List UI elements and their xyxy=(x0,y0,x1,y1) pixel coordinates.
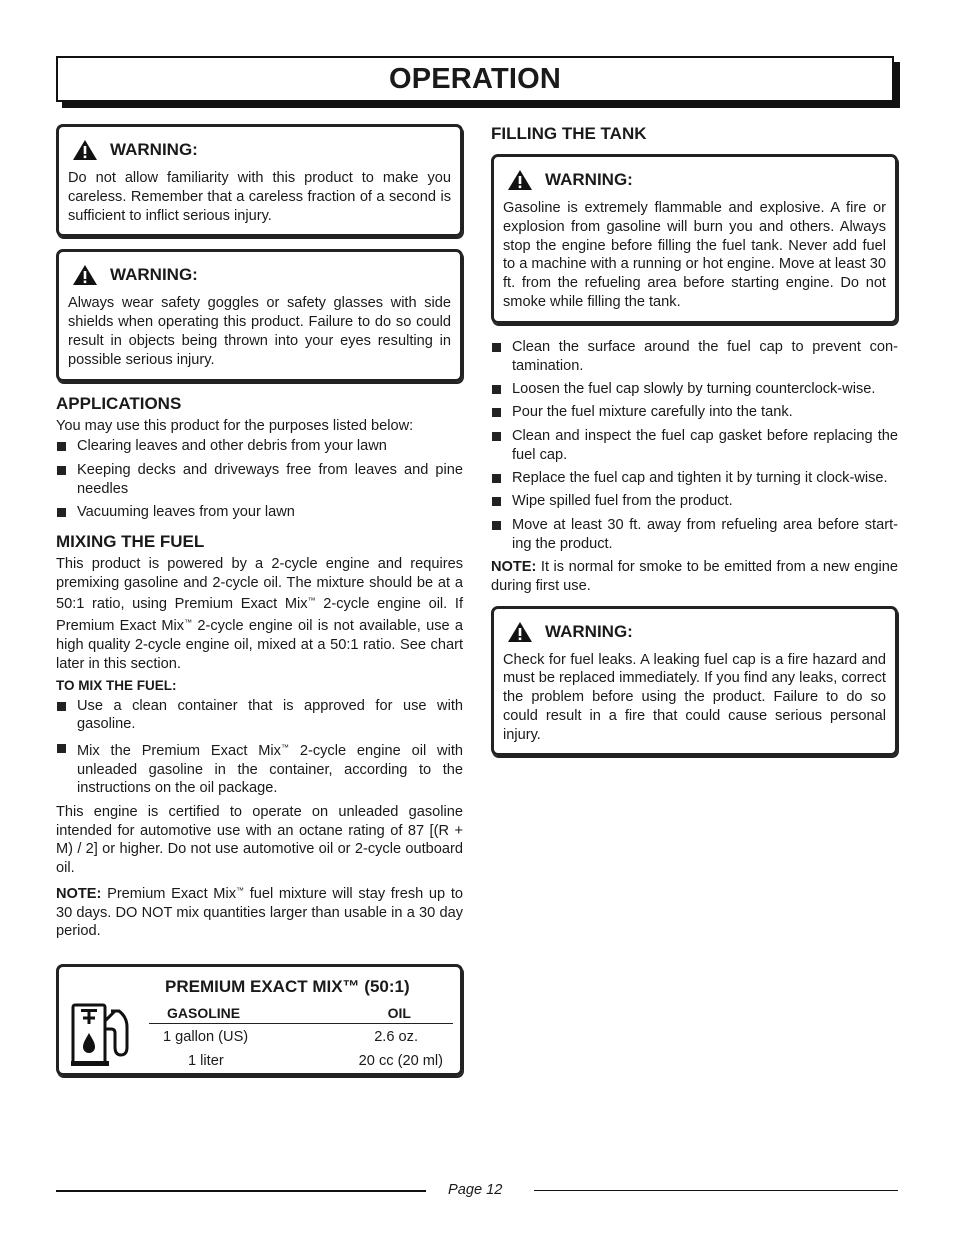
filling-steps-list xyxy=(491,338,898,554)
warning-text: Gasoline is extremely flammable and explosive. A fire or explosion from gasoline will burn you and others. Always stop the engine before filling the fuel tank. Never add fuel to a machine with a running or hot engine. Move at least 30 ft. from the refueling area before starting engine. Do not smoke while filling the tank. xyxy=(503,200,886,310)
list-item: Clean and inspect the fuel cap gasket before replacing the fuel cap. xyxy=(491,427,898,465)
warning-text: Do not allow familiarity with this product to make you careless. Remember that a careless fraction of a second is sufficient to inflict serious injury. xyxy=(68,170,451,224)
warning-box-fuel-leaks xyxy=(491,606,898,757)
table-cell: 2.6 oz. xyxy=(374,1029,418,1045)
list-item: Use a clean container that is approved for use with gasoline. xyxy=(56,697,463,735)
table-row xyxy=(149,1024,453,1049)
table-cell: 1 gallon (US) xyxy=(163,1029,249,1045)
warning-text: Always wear safety goggles or safety glasses with side shields when operating this product. Failure to do so could result in objects being thrown into your eyes resulting in possible serious injury. xyxy=(68,295,451,368)
mix-chart-box xyxy=(56,964,463,1076)
column-header-oil: OIL xyxy=(305,1003,453,1024)
applications-heading: APPLICATIONS xyxy=(56,393,182,413)
warning-text: Check for fuel leaks. A leaking fuel cap is a fire hazard and must be replaced immediately. If you find any leaks, correct the problem before using the product. Failure to do so could result in a fire that could cause serious personal injury. xyxy=(503,651,886,743)
left-column xyxy=(56,124,463,945)
warning-header xyxy=(503,621,886,643)
engine-certification-paragraph: This engine is certified to operate on unleaded gasoline intended for automotive use with an octane rating of 87 [(R + M) / 2] or higher. Do not use automotive oil or 2-cycle outboard oil. xyxy=(56,803,463,877)
column-header-gasoline: GASOLINE xyxy=(149,1003,305,1024)
warning-header xyxy=(68,264,451,286)
warning-header xyxy=(68,139,451,161)
list-item: Replace the fuel cap and tighten it by turning it clock-wise. xyxy=(491,469,898,488)
warning-triangle-icon xyxy=(507,169,533,191)
list-item: Keeping decks and driveways free from leaves and pine needles xyxy=(56,461,463,499)
mixing-heading: MIXING THE FUEL xyxy=(56,531,205,551)
applications-list xyxy=(56,437,463,521)
warning-box-goggles xyxy=(56,249,463,381)
applications-intro: You may use this product for the purposes listed below: xyxy=(56,417,414,434)
mix-chart-title: PREMIUM EXACT MIX™ (50:1) xyxy=(165,977,410,996)
list-item: Wipe spilled fuel from the product. xyxy=(491,492,898,511)
list-item: Pour the fuel mixture carefully into the tank. xyxy=(491,403,898,422)
warning-label: WARNING: xyxy=(545,170,633,189)
to-mix-subheading: TO MIX THE FUEL: xyxy=(56,677,177,693)
list-item: Clean the surface around the fuel cap to prevent con-tamination. xyxy=(491,338,898,376)
table-cell: 1 liter xyxy=(188,1053,224,1069)
mix-ratio-table xyxy=(149,1003,453,1072)
filling-heading: FILLING THE TANK xyxy=(491,124,647,143)
list-item: Move at least 30 ft. away from refueling area before start-ing the product. xyxy=(491,516,898,554)
footer-rule-right xyxy=(534,1190,898,1191)
mixing-paragraph-1: This product is powered by a 2-cycle engine and requires premixing gasoline and 2-cycle oil. The mixture should be at a 50:1 ratio, using Premium Exact Mix™ 2-cycle engine oil. If Premium Exact Mix™ 2-cycle engine oil is not available, use a high quality 2-cycle engine oil, mixed at a 50:1 ratio. See chart later in this section. xyxy=(56,555,463,672)
table-header-row xyxy=(149,1003,453,1024)
table-cell: 20 cc (20 ml) xyxy=(358,1053,443,1069)
warning-triangle-icon xyxy=(72,264,98,286)
list-item: Clearing leaves and other debris from your lawn xyxy=(56,437,463,456)
table-row xyxy=(149,1048,453,1072)
page-number: Page 12 xyxy=(448,1182,503,1198)
list-item: Vacuuming leaves from your lawn xyxy=(56,503,463,522)
warning-label: WARNING: xyxy=(110,140,198,159)
warning-triangle-icon xyxy=(507,621,533,643)
smoke-note: NOTE: It is normal for smoke to be emitted from a new engine during first use. xyxy=(491,558,898,594)
page-title-box xyxy=(56,56,894,102)
page-title: OPERATION xyxy=(388,62,562,95)
warning-label: WARNING: xyxy=(110,265,198,285)
warning-box-gasoline xyxy=(491,154,898,324)
mixing-steps-list xyxy=(56,697,463,799)
list-item: Loosen the fuel cap slowly by turning counterclock-wise. xyxy=(491,380,898,399)
warning-label: WARNING: xyxy=(545,621,633,641)
list-item: Mix the Premium Exact Mix™ 2-cycle engine oil with unleaded gasoline in the container, according to the instructions on the oil package. xyxy=(56,739,463,798)
fuel-pump-icon xyxy=(71,1003,133,1067)
right-column xyxy=(491,124,898,768)
warning-triangle-icon xyxy=(72,139,98,161)
mixing-note: NOTE: Premium Exact Mix™ fuel mixture will stay fresh up to 30 days. DO NOT mix quantities larger than usable in a 30 day period. xyxy=(56,885,463,940)
footer-rule-left xyxy=(56,1190,426,1192)
warning-box-familiarity xyxy=(56,124,463,237)
warning-header xyxy=(503,169,886,191)
